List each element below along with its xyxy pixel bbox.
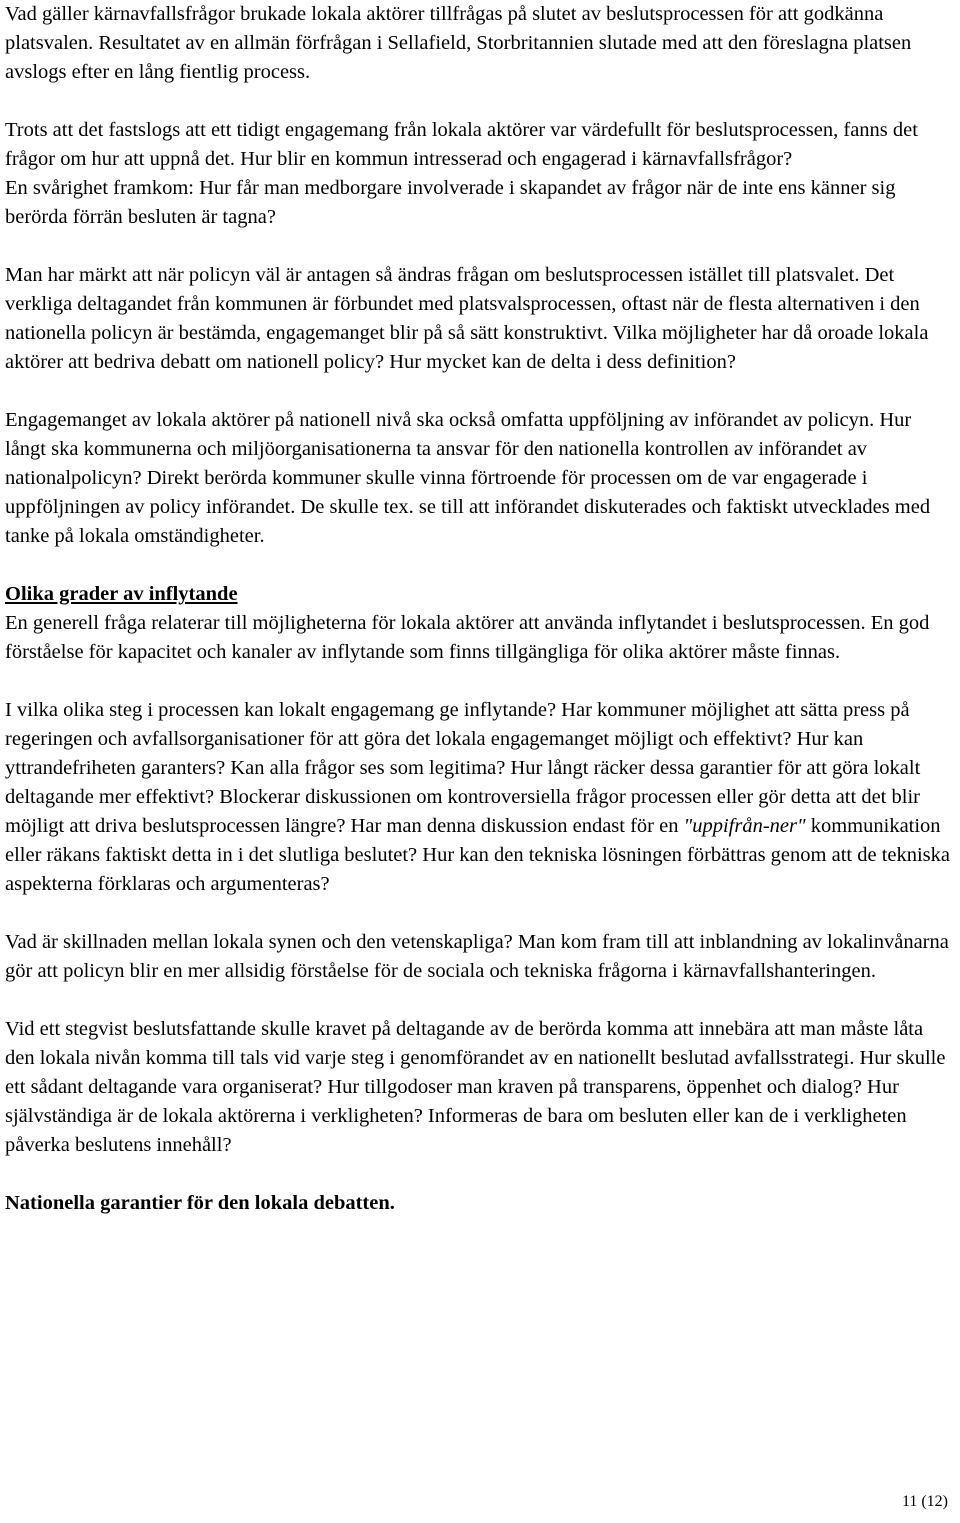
paragraph-local-vs-science: Vad är skillnaden mellan lokala synen och den vetenskapliga? Man kom fram till att inblandning av lokalinvånarna gör att policyn blir en mer allsidig förståelse för de sociala och tekniska frågorna i kärnavfallshanteringen. bbox=[5, 931, 949, 982]
paragraph-steps bbox=[5, 696, 955, 899]
section-heading-influence: Olika grader av inflytande bbox=[5, 583, 238, 605]
paragraph-steps-part2: kommunikation eller räkans faktiskt detta in i det slutliga beslutet? Hur kan den tekniska lösningen förbättras genom att de tekniska aspekterna förklaras och argumenteras? bbox=[5, 815, 951, 895]
page-number: 11 (12) bbox=[901, 1493, 948, 1510]
paragraph-general-question: En generell fråga relaterar till möjligheterna för lokala aktörer att använda inflytandet i beslutsprocessen. En god förståelse för kapacitet och kanaler av inflytande som finns tillgängliga för olika aktörer måste finnas. bbox=[5, 612, 930, 663]
paragraph-intro: Vad gäller kärnavfallsfrågor brukade lokala aktörer tillfrågas på slutet av beslutsprocessen för att godkänna platsvalen. Resultatet av en allmän förfrågan i Sellafield, Storbritannien slutade med att den föreslagna platsen avslogs efter en lång fientlig process. bbox=[5, 3, 912, 83]
paragraph-policy-adopted: Man har märkt att när policyn väl är antagen så ändras frågan om beslutsprocessen istället till platsvalet. Det verkliga deltagandet från kommunen är förbundet med platsvalsprocessen, oftast när de flesta alternativen i den nationella policyn är bestämda, engagemanget blir på så sätt konstruktivt. Vilka möjligheter har då oroade lokala aktörer att bedriva debatt om nationell policy? Hur mycket kan de delta i dess definition? bbox=[5, 264, 929, 373]
paragraph-steps-part1: I vilka olika steg i processen kan lokalt engagemang ge inflytande? Har kommuner möjlighet att sätta press på regeringen och avfallsorganisationer för att göra det lokala engagemanget möjligt och effektivt? Hur kan yttrandefriheten garanters? Kan alla frågor ses som legitima? Hur långt räcker dessa garantier för att göra lokalt deltagande mer effektivt? Blockerar diskussionen om kontroversiella frågor processen eller gör detta att det blir möjligt att driva beslutsprocessen längre? Har man denna diskussion endast för en bbox=[5, 699, 921, 837]
paragraph-follow-up: Engagemanget av lokala aktörer på nationell nivå ska också omfatta uppföljning av införandet av policyn. Hur långt ska kommunerna och miljöorganisationerna ta ansvar för den nationella kontrollen av införandet av nationalpolicyn? Direkt berörda kommuner skulle vinna förtroende för processen om de var engagerade i uppföljningen av policy införandet. De skulle tex. se till att införandet diskuterades och faktiskt utvecklades med tanke på lokala omständigheter. bbox=[5, 409, 931, 547]
section-heading-national-guarantees: Nationella garantier för den lokala debatten. bbox=[5, 1192, 395, 1214]
paragraph-early-engagement: Trots att det fastslogs att ett tidigt engagemang från lokala aktörer var värdefullt för beslutsprocessen, fanns det frågor om hur att uppnå det. Hur blir en kommun intresserad och engagerad i kärnavfallsfrågor? bbox=[5, 119, 918, 170]
document-page bbox=[5, 0, 955, 1218]
paragraph-stepwise: Vid ett stegvist beslutsfattande skulle kravet på deltagande av de berörda komma att innebära att man måste låta den lokala nivån komma till tals vid varje steg i genomförandet av en nationellt beslutad avfallsstrategi. Hur skulle ett sådant deltagande vara organiserat? Hur tillgodoser man kraven på transparens, öppenhet och dialog? Hur självständiga är de lokala aktörerna i verkligheten? Informeras de bara om besluten eller kan de i verkligheten påverka beslutens innehåll? bbox=[5, 1018, 946, 1156]
paragraph-steps-italic: "uppifrån-ner" bbox=[683, 815, 806, 837]
paragraph-difficulty: En svårighet framkom: Hur får man medborgare involverade i skapandet av frågor när de inte ens känner sig berörda förrän besluten är tagna? bbox=[5, 177, 896, 228]
